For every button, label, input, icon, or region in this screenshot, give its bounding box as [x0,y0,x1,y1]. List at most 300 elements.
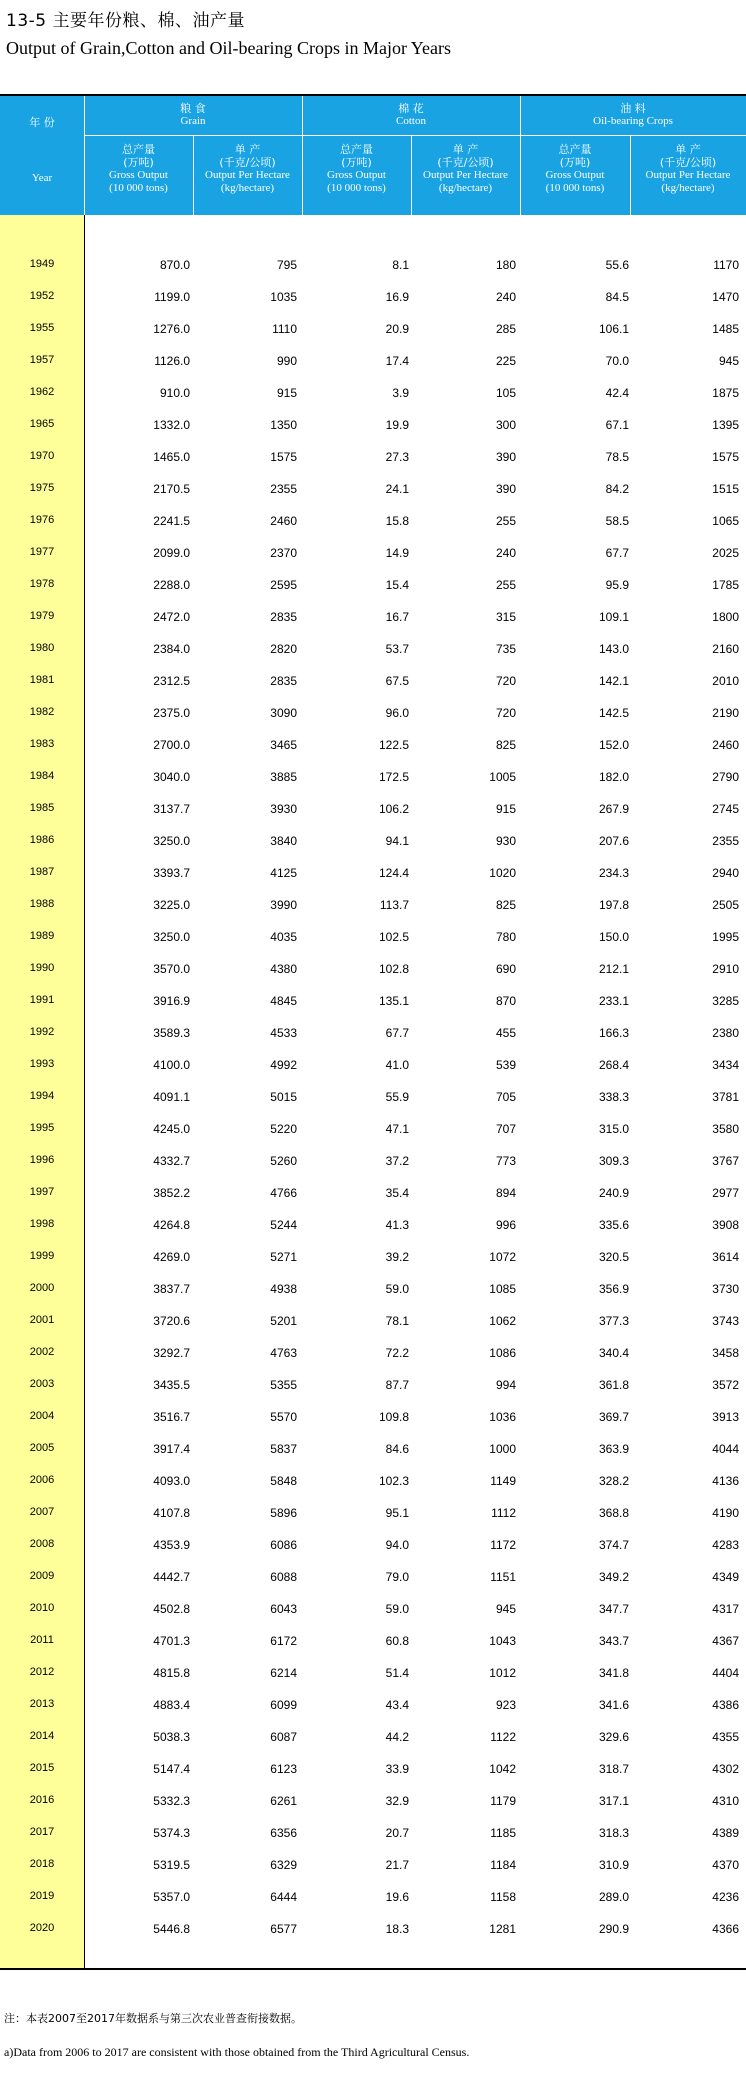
cell-cotton-output: 55.9 [385,1090,409,1104]
header-gross-output: 总产量 (万吨) Gross Output (10 000 tons) [109,143,168,194]
cell-oil-per-hectare: 2190 [712,706,739,720]
cell-cotton-output: 19.6 [385,1890,409,1904]
cell-cotton-output: 3.9 [392,386,409,400]
table-row [0,858,746,890]
cell-grain-output: 4269.0 [153,1250,190,1264]
cell-cotton-per-hectare: 894 [495,1186,516,1200]
cell-grain-per-hectare: 2460 [270,514,297,528]
cell-grain-per-hectare: 2820 [270,642,297,656]
cell-cotton-per-hectare: 915 [495,802,516,816]
table-header [0,96,746,215]
cell-oil-per-hectare: 3434 [712,1058,739,1072]
cell-cotton-per-hectare: 1062 [489,1314,516,1328]
cell-oil-per-hectare: 4389 [712,1826,739,1840]
cell-oil-per-hectare: 2025 [712,546,739,560]
cell-oil-output: 78.5 [605,450,629,464]
cell-year: 1983 [29,738,55,750]
cell-oil-per-hectare: 4317 [712,1602,739,1616]
cell-oil-output: 347.7 [598,1602,629,1616]
cell-year: 2001 [29,1314,55,1326]
table-row [0,1914,746,1946]
cell-cotton-per-hectare: 1281 [489,1922,516,1936]
cell-year: 2007 [29,1506,55,1518]
cell-year: 1988 [29,898,55,910]
cell-grain-per-hectare: 1110 [272,322,297,336]
cell-oil-output: 340.4 [598,1346,629,1360]
bottom-rule [0,1968,746,1970]
cell-year: 1970 [29,450,55,462]
table-row [0,794,746,826]
cell-grain-output: 2170.5 [153,482,190,496]
cell-grain-output: 3516.7 [153,1410,190,1424]
cell-cotton-per-hectare: 1158 [490,1890,516,1904]
cell-grain-per-hectare: 6099 [270,1698,297,1712]
cell-grain-per-hectare: 5570 [270,1410,297,1424]
cell-cotton-output: 106.2 [378,802,409,816]
cell-grain-per-hectare: 3990 [270,898,297,912]
cell-grain-per-hectare: 6214 [270,1666,297,1680]
cell-cotton-output: 21.7 [385,1858,409,1872]
cell-year: 1962 [29,386,55,398]
cell-oil-output: 207.6 [598,834,629,848]
table-row [0,1690,746,1722]
cell-oil-output: 234.3 [598,866,629,880]
cell-oil-output: 106.1 [598,322,629,336]
cell-cotton-per-hectare: 945 [495,1602,516,1616]
header-group-grain: 粮 食 Grain [180,102,206,127]
table-row [0,1850,746,1882]
cell-cotton-output: 16.7 [385,610,409,624]
cell-oil-per-hectare: 3781 [712,1090,739,1104]
cell-grain-output: 3916.9 [153,994,190,1008]
cell-oil-output: 267.9 [598,802,629,816]
cell-year: 1982 [29,706,55,718]
cell-oil-per-hectare: 2505 [712,898,739,912]
cell-oil-per-hectare: 4310 [712,1794,739,1808]
cell-oil-per-hectare: 1485 [712,322,739,336]
cell-grain-output: 1332.0 [153,418,190,432]
cell-oil-per-hectare: 4302 [712,1762,739,1776]
cell-grain-per-hectare: 5244 [270,1218,297,1232]
cell-cotton-per-hectare: 1000 [489,1442,516,1456]
cell-cotton-per-hectare: 720 [495,674,516,688]
cell-cotton-per-hectare: 720 [495,706,516,720]
table-row [0,1562,746,1594]
table-row [0,1018,746,1050]
table-row [0,986,746,1018]
cell-oil-per-hectare: 3743 [712,1314,739,1328]
table-row [0,826,746,858]
cell-cotton-output: 60.8 [385,1634,409,1648]
cell-oil-per-hectare: 1785 [712,578,739,592]
cell-oil-per-hectare: 3458 [712,1346,739,1360]
table-row [0,474,746,506]
cell-grain-per-hectare: 6329 [270,1858,297,1872]
cell-grain-per-hectare: 5260 [270,1154,297,1168]
cell-cotton-output: 95.1 [385,1506,409,1520]
cell-cotton-output: 19.9 [385,418,409,432]
cell-oil-output: 290.9 [598,1922,629,1936]
table-row [0,666,746,698]
cell-oil-per-hectare: 1575 [712,450,739,464]
cell-cotton-per-hectare: 773 [495,1154,516,1168]
cell-cotton-per-hectare: 690 [495,962,516,976]
cell-oil-output: 310.9 [598,1858,629,1872]
cell-grain-output: 4245.0 [153,1122,190,1136]
cell-cotton-output: 87.7 [385,1378,409,1392]
cell-grain-output: 3040.0 [153,770,190,784]
cell-grain-per-hectare: 3090 [270,706,297,720]
cell-cotton-output: 59.0 [385,1282,409,1296]
cell-grain-per-hectare: 915 [276,386,297,400]
cell-year: 2014 [29,1730,55,1742]
cell-grain-per-hectare: 2370 [270,546,297,560]
table-row [0,1786,746,1818]
cell-year: 1996 [29,1154,55,1166]
cell-oil-per-hectare: 1515 [712,482,739,496]
cell-cotton-output: 124.4 [378,866,409,880]
cell-oil-output: 349.2 [598,1570,629,1584]
cell-cotton-per-hectare: 1122 [490,1730,516,1744]
cell-cotton-output: 67.7 [385,1026,409,1040]
table-row [0,1722,746,1754]
cell-oil-per-hectare: 2940 [712,866,739,880]
cell-cotton-output: 102.5 [378,930,409,944]
table-row [0,1594,746,1626]
cell-grain-per-hectare: 5201 [270,1314,297,1328]
cell-oil-per-hectare: 4044 [712,1442,739,1456]
cell-grain-per-hectare: 5015 [270,1090,297,1104]
cell-year: 1976 [29,514,55,526]
cell-year: 1994 [29,1090,55,1102]
footnote-en: a)Data from 2006 to 2017 are consistent with those obtained from the Third Agricultural Census. [4,2045,470,2059]
cell-cotton-per-hectare: 870 [495,994,516,1008]
cell-cotton-per-hectare: 735 [495,642,516,656]
cell-cotton-output: 109.8 [378,1410,409,1424]
cell-cotton-output: 18.3 [385,1922,409,1936]
header-gross-output: 总产量 (万吨) Gross Output (10 000 tons) [327,143,386,194]
cell-grain-per-hectare: 6086 [270,1538,297,1552]
table-row [0,730,746,762]
cell-oil-per-hectare: 3767 [712,1154,739,1168]
cell-cotton-output: 15.8 [385,514,409,528]
cell-cotton-output: 8.1 [392,258,409,272]
cell-oil-per-hectare: 4236 [712,1890,739,1904]
cell-oil-per-hectare: 4136 [712,1474,739,1488]
cell-year: 2016 [29,1794,55,1806]
cell-year: 2009 [29,1570,55,1582]
table-row [0,250,746,282]
cell-grain-per-hectare: 4125 [270,866,297,880]
cell-oil-output: 320.5 [598,1250,629,1264]
cell-oil-per-hectare: 3614 [712,1250,739,1264]
cell-grain-per-hectare: 2595 [270,578,297,592]
cell-year: 1992 [29,1026,55,1038]
table-row [0,1050,746,1082]
cell-oil-output: 341.8 [598,1666,629,1680]
cell-year: 2011 [30,1634,54,1646]
cell-oil-output: 67.1 [605,418,629,432]
cell-oil-output: 318.3 [598,1826,629,1840]
cell-oil-per-hectare: 3913 [712,1410,739,1424]
table-row [0,282,746,314]
cell-grain-per-hectare: 3885 [270,770,297,784]
table-row [0,1882,746,1914]
cell-grain-output: 4264.8 [153,1218,190,1232]
cell-cotton-per-hectare: 1072 [489,1250,516,1264]
cell-year: 1991 [29,994,55,1006]
header-group-oil: 油 料 Oil-bearing Crops [593,102,673,127]
table-row [0,538,746,570]
cell-oil-per-hectare: 3908 [712,1218,739,1232]
cell-grain-per-hectare: 990 [276,354,297,368]
table-row [0,890,746,922]
cell-grain-output: 3292.7 [153,1346,190,1360]
table-row [0,922,746,954]
cell-grain-output: 870.0 [159,258,190,272]
cell-year: 1977 [29,546,55,558]
cell-year: 1975 [29,482,55,494]
table-row [0,506,746,538]
cell-grain-output: 5147.4 [153,1762,190,1776]
cell-oil-output: 55.6 [605,258,629,272]
cell-grain-output: 3837.7 [153,1282,190,1296]
cell-year: 1995 [29,1122,55,1134]
cell-grain-per-hectare: 4938 [270,1282,297,1296]
table-row [0,1818,746,1850]
cell-oil-output: 329.6 [598,1730,629,1744]
cell-cotton-output: 72.2 [385,1346,409,1360]
cell-cotton-per-hectare: 240 [495,290,516,304]
cell-grain-per-hectare: 5220 [270,1122,297,1136]
cell-grain-output: 4701.3 [153,1634,190,1648]
cell-grain-per-hectare: 6172 [270,1634,297,1648]
cell-grain-output: 5332.3 [153,1794,190,1808]
cell-year: 2013 [29,1698,55,1710]
cell-cotton-output: 94.1 [385,834,409,848]
cell-oil-per-hectare: 2460 [712,738,739,752]
cell-grain-output: 2700.0 [153,738,190,752]
cell-oil-output: 309.3 [598,1154,629,1168]
cell-cotton-output: 37.2 [385,1154,409,1168]
cell-year: 2019 [29,1890,55,1902]
cell-oil-per-hectare: 4386 [712,1698,739,1712]
cell-oil-output: 150.0 [598,930,629,944]
cell-oil-per-hectare: 4349 [712,1570,739,1584]
cell-oil-output: 233.1 [598,994,629,1008]
cell-cotton-output: 53.7 [385,642,409,656]
table-row [0,1338,746,1370]
cell-year: 2000 [29,1282,55,1294]
cell-grain-per-hectare: 1575 [270,450,297,464]
table-row [0,1178,746,1210]
cell-cotton-output: 41.3 [385,1218,409,1232]
cell-oil-per-hectare: 2745 [712,802,739,816]
cell-cotton-output: 102.3 [378,1474,409,1488]
table-row [0,1242,746,1274]
cell-grain-output: 3852.2 [153,1186,190,1200]
cell-cotton-per-hectare: 1184 [490,1858,516,1872]
cell-oil-per-hectare: 1170 [713,258,739,272]
table-row [0,314,746,346]
cell-oil-per-hectare: 1995 [712,930,739,944]
cell-grain-output: 3225.0 [153,898,190,912]
cell-oil-output: 84.5 [605,290,629,304]
cell-grain-output: 2288.0 [153,578,190,592]
table-row [0,570,746,602]
cell-cotton-output: 33.9 [385,1762,409,1776]
cell-grain-output: 3250.0 [153,834,190,848]
cell-cotton-output: 94.0 [385,1538,409,1552]
table-row [0,1498,746,1530]
cell-cotton-per-hectare: 240 [495,546,516,560]
cell-cotton-per-hectare: 1005 [489,770,516,784]
cell-year: 2010 [29,1602,55,1614]
cell-cotton-per-hectare: 390 [495,482,516,496]
cell-oil-output: 109.1 [598,610,629,624]
cell-cotton-output: 39.2 [385,1250,409,1264]
header-year-en: Year [31,172,53,184]
cell-grain-output: 2099.0 [153,546,190,560]
cell-year: 1998 [29,1218,55,1230]
cell-oil-per-hectare: 1470 [712,290,739,304]
cell-oil-output: 240.9 [598,1186,629,1200]
cell-year: 1955 [29,322,55,334]
table-row [0,1274,746,1306]
cell-oil-per-hectare: 2355 [712,834,739,848]
cell-grain-per-hectare: 3840 [270,834,297,848]
footnote-cn: 注：本表2007至2017年数据系与第三次农业普查衔接数据。 [4,2012,302,2025]
cell-cotton-output: 20.9 [385,322,409,336]
cell-year: 1965 [29,418,55,430]
cell-oil-output: 343.7 [598,1634,629,1648]
cell-oil-output: 317.1 [598,1794,629,1808]
cell-oil-per-hectare: 2160 [712,642,739,656]
cell-cotton-per-hectare: 1020 [489,866,516,880]
cell-grain-per-hectare: 6087 [270,1730,297,1744]
cell-year: 2012 [29,1666,55,1678]
cell-grain-output: 2312.5 [153,674,190,688]
cell-oil-per-hectare: 4367 [712,1634,739,1648]
cell-cotton-per-hectare: 1086 [489,1346,516,1360]
cell-cotton-output: 96.0 [385,706,409,720]
cell-cotton-output: 172.5 [378,770,409,784]
cell-oil-per-hectare: 4370 [712,1858,739,1872]
cell-grain-output: 5357.0 [153,1890,190,1904]
cell-year: 2004 [29,1410,55,1422]
cell-cotton-per-hectare: 705 [495,1090,516,1104]
table-row [0,1370,746,1402]
cell-grain-per-hectare: 4380 [270,962,297,976]
cell-grain-output: 4091.1 [153,1090,190,1104]
cell-cotton-per-hectare: 539 [495,1058,516,1072]
cell-oil-per-hectare: 2790 [712,770,739,784]
cell-oil-output: 338.3 [598,1090,629,1104]
cell-oil-per-hectare: 1395 [712,418,739,432]
cell-oil-output: 166.3 [598,1026,629,1040]
cell-cotton-per-hectare: 1172 [490,1538,516,1552]
table-row [0,634,746,666]
table-row [0,698,746,730]
header-gross-output: 总产量 (万吨) Gross Output (10 000 tons) [545,143,605,194]
cell-grain-output: 2472.0 [153,610,190,624]
cell-oil-per-hectare: 4404 [712,1666,739,1680]
cell-oil-output: 42.4 [605,386,629,400]
header-output-per-hectare: 单 产 (千克/公顷) Output Per Hectare (kg/hectare) [645,143,731,194]
cell-cotton-per-hectare: 315 [495,610,516,624]
cell-oil-output: 142.1 [598,674,629,688]
cell-grain-per-hectare: 5271 [270,1250,297,1264]
cell-oil-output: 315.0 [598,1122,629,1136]
cell-grain-per-hectare: 5848 [270,1474,297,1488]
cell-cotton-per-hectare: 255 [495,578,516,592]
cell-oil-output: 369.7 [598,1410,629,1424]
cell-oil-output: 363.9 [598,1442,629,1456]
cell-oil-per-hectare: 2010 [712,674,739,688]
cell-grain-output: 5374.3 [153,1826,190,1840]
cell-cotton-output: 43.4 [385,1698,409,1712]
cell-cotton-per-hectare: 994 [495,1378,516,1392]
cell-cotton-output: 47.1 [385,1122,409,1136]
header-output-per-hectare: 单 产 (千克/公顷) Output Per Hectare (kg/hectare) [205,143,290,194]
cell-cotton-output: 17.4 [385,354,409,368]
table-row [0,378,746,410]
cell-year: 1989 [29,930,55,942]
cell-cotton-per-hectare: 1012 [489,1666,516,1680]
table-row [0,1626,746,1658]
cell-cotton-per-hectare: 1042 [489,1762,516,1776]
cell-year: 1993 [29,1058,55,1070]
cell-year: 2002 [29,1346,55,1358]
cell-cotton-output: 20.7 [385,1826,409,1840]
cell-cotton-output: 14.9 [385,546,409,560]
cell-oil-per-hectare: 4355 [712,1730,739,1744]
cell-grain-output: 4883.4 [153,1698,190,1712]
cell-year: 2006 [29,1474,55,1486]
table-row [0,410,746,442]
cell-year: 1984 [29,770,55,782]
cell-oil-per-hectare: 4366 [712,1922,739,1936]
cell-grain-output: 4353.9 [153,1538,190,1552]
cell-year: 1981 [29,674,55,686]
cell-cotton-output: 24.1 [385,482,409,496]
cell-oil-output: 341.6 [598,1698,629,1712]
cell-cotton-per-hectare: 825 [495,738,516,752]
table-row [0,1114,746,1146]
cell-oil-per-hectare: 1800 [712,610,739,624]
cell-oil-per-hectare: 3572 [712,1378,739,1392]
cell-grain-output: 5038.3 [153,1730,190,1744]
cell-grain-per-hectare: 2355 [270,482,297,496]
cell-grain-per-hectare: 6123 [270,1762,297,1776]
cell-grain-output: 3720.6 [153,1314,190,1328]
cell-grain-output: 1465.0 [153,450,190,464]
cell-oil-output: 356.9 [598,1282,629,1296]
cell-oil-output: 335.6 [598,1218,629,1232]
cell-grain-per-hectare: 2835 [270,674,297,688]
cell-grain-output: 3917.4 [153,1442,190,1456]
cell-grain-output: 5446.8 [153,1922,190,1936]
cell-cotton-per-hectare: 225 [495,354,516,368]
cell-grain-output: 1126.0 [154,354,190,368]
cell-grain-per-hectare: 3930 [270,802,297,816]
cell-year: 2017 [29,1826,55,1838]
cell-oil-output: 152.0 [598,738,629,752]
cell-grain-output: 910.0 [159,386,190,400]
table-title-en: Output of Grain,Cotton and Oil-bearing Crops in Major Years [6,38,451,58]
cell-cotton-per-hectare: 455 [495,1026,516,1040]
cell-oil-per-hectare: 1065 [712,514,739,528]
